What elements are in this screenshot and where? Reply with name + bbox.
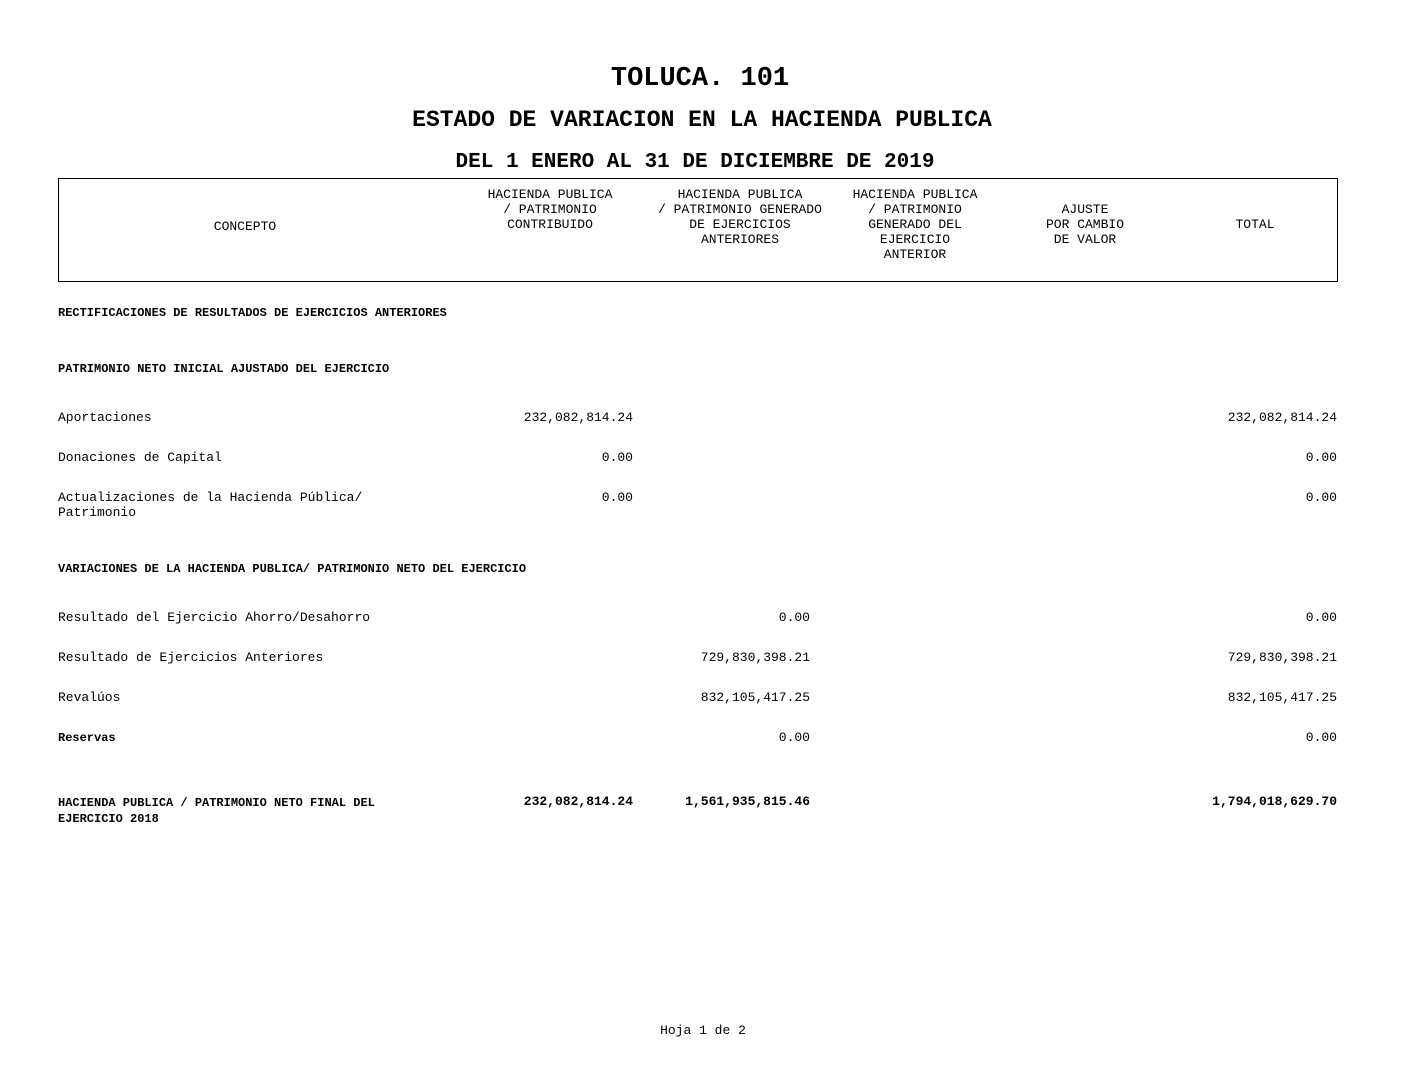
row-revaluos-generado: 832,105,417.25 (700, 690, 810, 705)
row-donaciones-contribuido: 0.00 (601, 450, 633, 465)
row-label-revaluos: Revalúos (58, 690, 121, 705)
row-reservas-total: 0.00 (1305, 730, 1337, 745)
row-label-donaciones: Donaciones de Capital (58, 450, 222, 465)
row-actualizaciones-contribuido: 0.00 (601, 490, 633, 505)
row-final-contribuido: 232,082,814.24 (523, 794, 633, 809)
row-resultado-ejercicio-generado: 0.00 (778, 610, 810, 625)
row-label-resultado-ejercicio: Resultado del Ejercicio Ahorro/Desahorro (58, 610, 371, 625)
column-header-total: TOTAL (1235, 217, 1275, 232)
column-header-generado-ejercicio: HACIENDA PUBLICA / PATRIMONIO GENERADO DEL EJERCICIO ANTERIOR (852, 187, 978, 262)
section-rectificaciones: RECTIFICACIONES DE RESULTADOS DE EJERCICIOS ANTERIORES (58, 306, 447, 320)
entity-title: TOLUCA. 101 (610, 64, 790, 94)
row-label-resultado-anteriores: Resultado de Ejercicios Anteriores (58, 650, 324, 665)
report-title: ESTADO DE VARIACION EN LA HACIENDA PUBLICA (412, 107, 992, 133)
page-number: Hoja 1 de 2 (660, 1023, 746, 1038)
row-resultado-anteriores-generado: 729,830,398.21 (700, 650, 810, 665)
row-donaciones-total: 0.00 (1305, 450, 1337, 465)
row-label-aportaciones: Aportaciones (58, 410, 152, 425)
column-header-contribuido: HACIENDA PUBLICA / PATRIMONIO CONTRIBUIDO (487, 187, 613, 232)
row-actualizaciones-total: 0.00 (1305, 490, 1337, 505)
section-variaciones: VARIACIONES DE LA HACIENDA PUBLICA/ PATRIMONIO NETO DEL EJERCICIO (58, 562, 527, 576)
row-label-actualizaciones: Actualizaciones de la Hacienda Pública/ Patrimonio (58, 490, 363, 520)
section-patrimonio-inicial: PATRIMONIO NETO INICIAL AJUSTADO DEL EJERCICIO (58, 362, 390, 376)
column-header-generado-anteriores: HACIENDA PUBLICA / PATRIMONIO GENERADO DE EJERCICIOS ANTERIORES (658, 187, 822, 247)
row-aportaciones-total: 232,082,814.24 (1227, 410, 1337, 425)
row-final-total: 1,794,018,629.70 (1212, 794, 1337, 809)
row-resultado-anteriores-total: 729,830,398.21 (1227, 650, 1337, 665)
row-label-final: HACIENDA PUBLICA / PATRIMONIO NETO FINAL DEL EJERCICIO 2018 (58, 796, 375, 826)
column-header-ajuste: AJUSTE POR CAMBIO DE VALOR (1045, 202, 1124, 247)
row-resultado-ejercicio-total: 0.00 (1305, 610, 1337, 625)
column-header-concepto: CONCEPTO (213, 219, 277, 234)
row-final-generado: 1,561,935,815.46 (685, 794, 810, 809)
row-revaluos-total: 832,105,417.25 (1227, 690, 1337, 705)
row-aportaciones-contribuido: 232,082,814.24 (523, 410, 633, 425)
row-label-reservas: Reservas (58, 731, 116, 745)
row-reservas-generado: 0.00 (778, 730, 810, 745)
report-period: DEL 1 ENERO AL 31 DE DICIEMBRE DE 2019 (455, 151, 935, 174)
